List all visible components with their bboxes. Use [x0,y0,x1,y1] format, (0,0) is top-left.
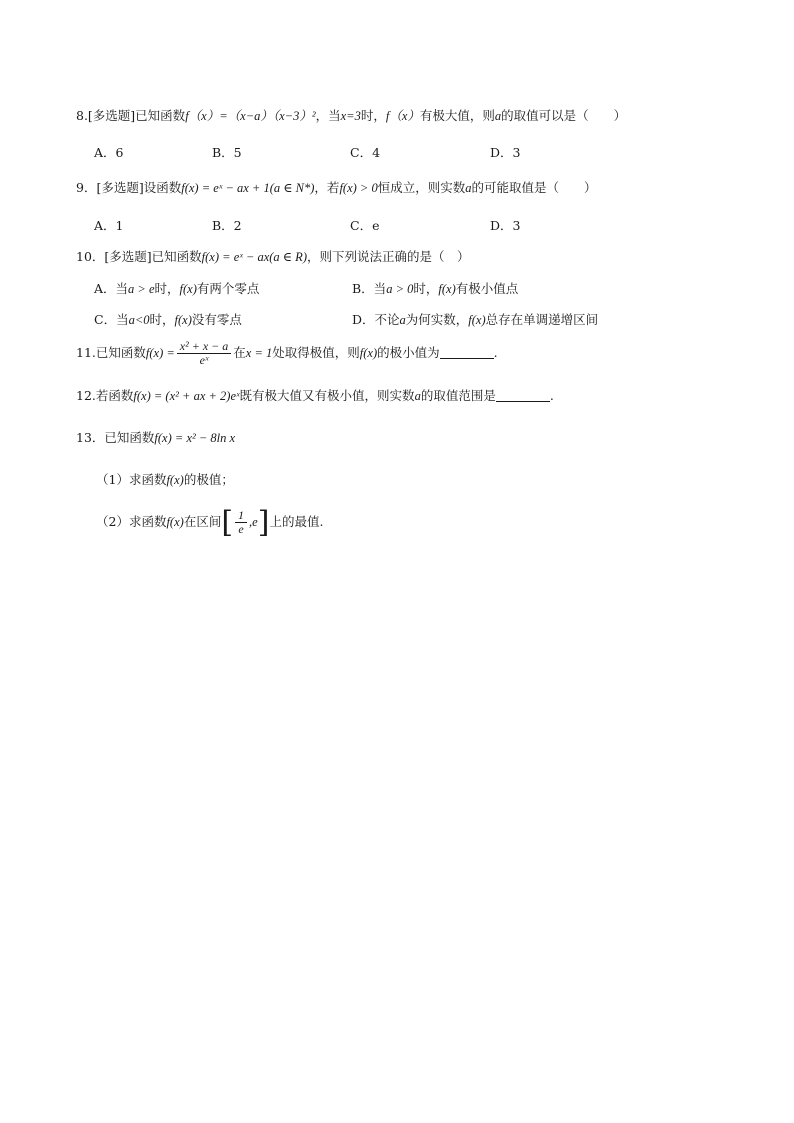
q13-sub2-text: （2）求函数 [96,514,167,529]
q13-sub2-function: f(x) [166,515,184,529]
q9-option-c: C．e [350,218,380,233]
q12-function: f(x) = (x² + ax + 2)eˣ [133,389,240,403]
q10-b-text: 时， [413,281,439,296]
q13-sub1-text: 的极值； [183,472,234,487]
q13-label: 13．已知函数 [76,430,155,445]
q10-a-condition: a > e [128,282,155,296]
q11-fraction [177,340,231,367]
q8-option-c: C．4 [350,145,381,160]
q10-b-condition: a > 0 [386,282,414,296]
question-12-stem [76,388,554,404]
q13-sub1-text: （1）求函数 [96,472,167,487]
q10-c-text: 没有零点 [191,312,242,327]
right-bracket-icon: ] [257,504,270,540]
q8-text: 时， [360,108,386,123]
q10-d-text: D．不论 [352,312,400,327]
q12-text: 既有极大值又有极小值，则实数 [239,388,415,403]
q8-variable: a [494,109,502,123]
q13-subquestion-2 [96,505,323,539]
q11-fraction-denominator: eˣ [199,353,209,367]
q12-variable: a [414,389,421,403]
q10-d-text: 总存在单调递增区间 [485,312,599,327]
q9-option-a: A．1 [94,218,124,233]
q10-option-b [352,281,518,297]
q10-a-function: f(x) [179,282,197,296]
q13-sub1-function: f(x) [166,473,184,487]
q9-variable: a [465,181,472,195]
q11-period: . [493,345,498,360]
q11-function-lhs: f(x) = [145,346,175,360]
q10-c-condition: a<0 [128,313,150,327]
question-10-stem [76,249,470,265]
q8-option-a: A．6 [94,145,124,160]
q9-text: 的可能取值是（ ） [471,180,597,195]
q9-option-d: D．3 [490,218,521,233]
q9-function: f(x) = eˣ − ax + 1(a ∈ N [181,181,304,195]
q8-function: f（x）=（x−a）（x−3）² [185,109,316,123]
q13-fraction-numerator: 1 [235,509,247,523]
q9-option-b: B．2 [212,218,242,233]
q10-text: ，则下列说法正确的是（ ） [306,249,470,264]
q11-function-ref: f(x) [359,346,378,360]
q13-sub2-text: 在区间 [183,514,222,529]
question-9-stem [76,180,597,196]
q10-d-variable: a [399,313,406,327]
left-bracket-icon: [ [221,504,234,540]
q10-d-text: 为何实数， [405,312,469,327]
question-11-stem [76,338,498,368]
q10-b-text: B．当 [352,281,387,296]
q11-condition: x = 1 [245,346,273,360]
q12-label: 12.若函数 [76,388,134,403]
q11-text: 处取得极值，则 [272,345,360,360]
q9-text: 恒成立，则实数 [377,180,466,195]
q13-fraction-denominator: e [238,522,244,536]
q8-text: 有极大值，则 [419,108,495,123]
q10-function: f(x) = eˣ − ax(a ∈ R) [201,250,307,264]
q11-label: 11.已知函数 [76,345,146,360]
q10-c-function: f(x) [174,313,192,327]
q8-function-ref: f（x） [385,109,420,123]
q13-subquestion-1 [96,472,234,488]
q10-c-text: 时， [149,312,175,327]
q8-option-b: B．5 [212,145,242,160]
q8-option-d: D．3 [490,145,521,160]
q13-interval-end: ,e [249,515,258,529]
q8-text: 的取值可以是（ ） [501,108,627,123]
q10-option-c [94,312,242,328]
q13-function: f(x) = x² − 8ln x [154,431,236,445]
q8-condition: x=3 [340,109,361,123]
q11-answer-blank[interactable] [440,346,494,359]
q12-period: . [549,388,554,403]
q9-text: ，若 [314,180,340,195]
q11-text: 在 [233,345,246,360]
q10-b-text: 有极小值点 [455,281,519,296]
q10-d-function: f(x) [468,313,486,327]
q8-text: ，当 [315,108,341,123]
q12-answer-blank[interactable] [496,389,550,402]
question-13-stem [76,430,235,446]
q11-fraction-numerator: x² + x − a [177,340,231,354]
q10-c-text: C．当 [94,312,129,327]
q10-b-function: f(x) [438,282,456,296]
q10-option-a [94,281,259,297]
q10-a-text: A．当 [94,281,129,296]
q8-label: 8.[多选题]已知函数 [76,108,186,123]
question-8-stem [76,108,626,124]
q9-function-tail: *) [304,181,315,195]
q9-label: 9．[多选题]设函数 [76,180,182,195]
q12-text: 的取值范围是 [420,388,496,403]
q10-label: 10．[多选题]已知函数 [76,249,202,264]
q11-text: 的极小值为 [377,345,440,360]
q13-sub2-text: 上的最值. [269,514,324,529]
q10-a-text: 时， [154,281,180,296]
q10-a-text: 有两个零点 [196,281,260,296]
q13-interval-fraction [235,509,247,536]
q9-condition: f(x) > 0 [339,181,378,195]
q10-option-d [352,312,598,328]
